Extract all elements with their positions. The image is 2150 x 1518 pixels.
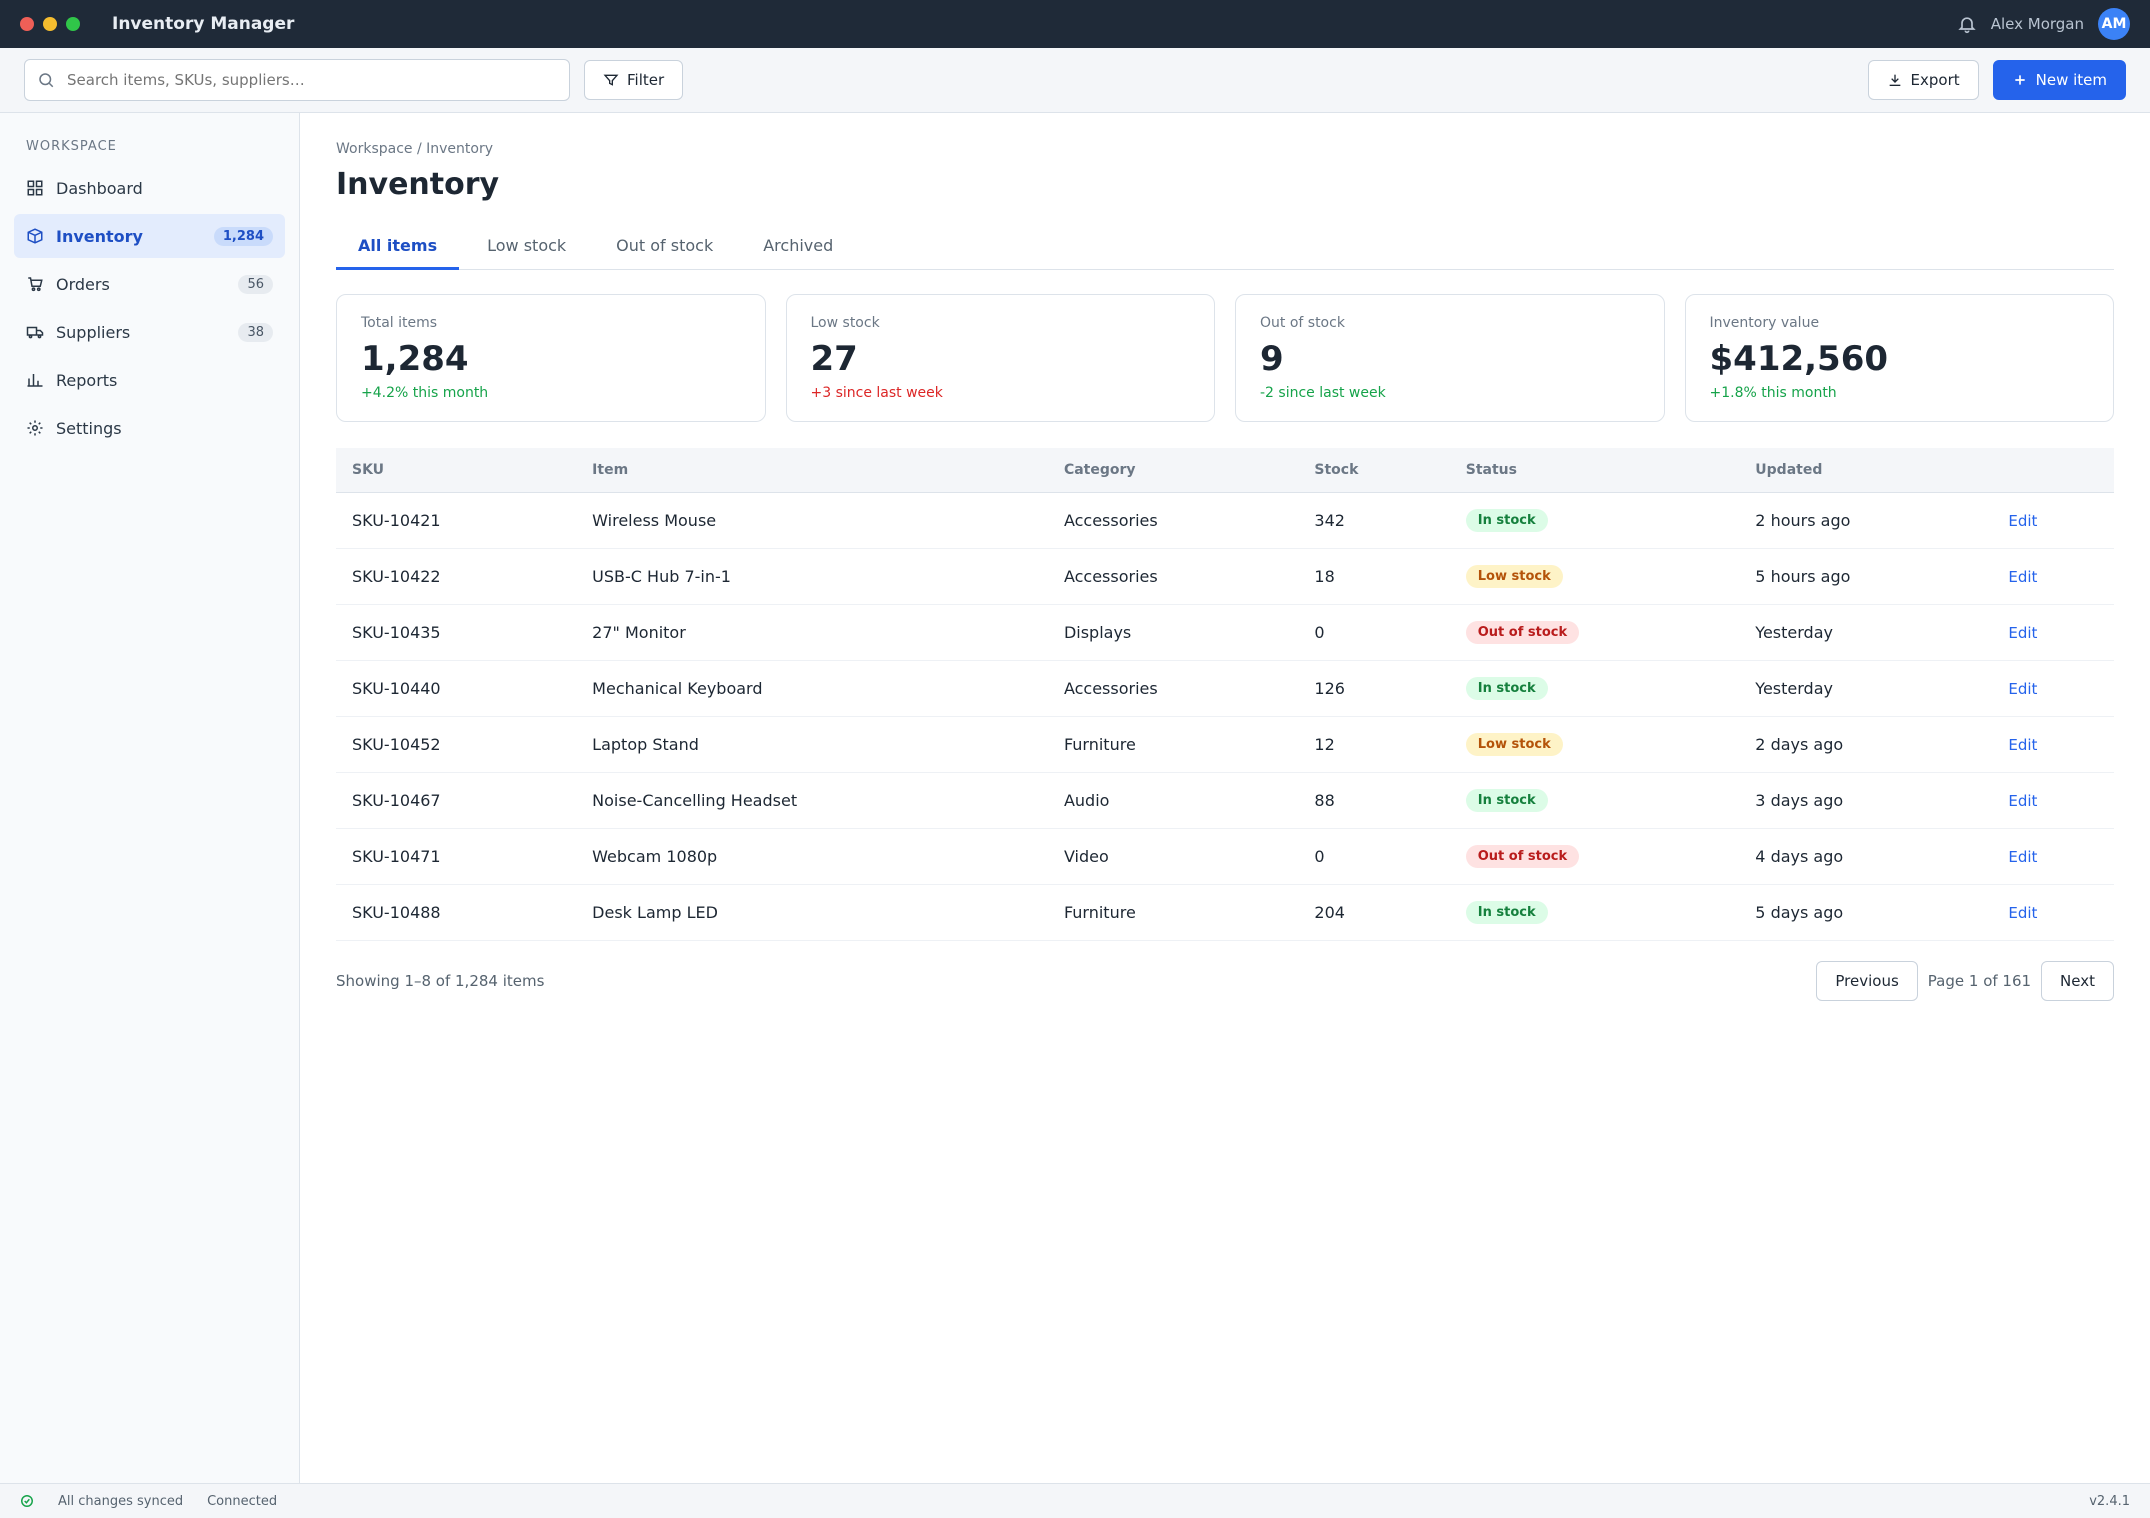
sidebar-item-label: Settings xyxy=(56,418,122,438)
search-input[interactable] xyxy=(65,70,557,90)
sidebar-item-label: Orders xyxy=(56,274,110,294)
pagination xyxy=(336,961,2114,1001)
edit-row-link[interactable]: Edit xyxy=(2008,568,2038,586)
filter-button-label: Filter xyxy=(627,71,665,89)
cell-sku: SKU-10452 xyxy=(336,717,576,773)
tab-low-stock[interactable]: Low stock xyxy=(487,236,567,255)
stat-delta: +3 since last week xyxy=(810,385,943,401)
status-bar xyxy=(0,1483,2150,1518)
search-icon xyxy=(37,71,55,89)
cell-stock: 126 xyxy=(1298,661,1449,717)
cell-sku: SKU-10421 xyxy=(336,493,576,549)
check-circle-icon xyxy=(20,1494,34,1508)
close-window-button[interactable] xyxy=(20,17,34,31)
cell-item: 27" Monitor xyxy=(576,605,1048,661)
stat-card-low-stock xyxy=(786,294,1216,422)
status-badge: In stock xyxy=(1466,677,1548,700)
cell-action xyxy=(1992,829,2114,885)
cell-stock: 0 xyxy=(1298,605,1449,661)
cell-updated: 5 hours ago xyxy=(1739,549,1992,605)
search-box xyxy=(24,59,570,101)
export-button[interactable] xyxy=(1868,60,1979,100)
cell-category: Displays xyxy=(1048,605,1298,661)
avatar[interactable]: AM xyxy=(2098,8,2130,40)
edit-row-link[interactable]: Edit xyxy=(2008,848,2038,866)
dashboard-icon xyxy=(26,179,44,197)
new-item-button-label: New item xyxy=(2035,71,2107,89)
download-icon xyxy=(1887,72,1903,88)
breadcrumb: Workspace / Inventory xyxy=(336,141,494,157)
sidebar-item-label: Dashboard xyxy=(56,178,143,198)
table-body xyxy=(336,493,2114,941)
table-row[interactable] xyxy=(336,717,2114,773)
status-badge: In stock xyxy=(1466,789,1548,812)
cell-status xyxy=(1450,717,1740,773)
export-button-label: Export xyxy=(1910,71,1960,89)
cell-stock: 204 xyxy=(1298,885,1449,941)
column-header[interactable]: Stock xyxy=(1298,448,1449,493)
table-row[interactable] xyxy=(336,493,2114,549)
edit-row-link[interactable]: Edit xyxy=(2008,792,2038,810)
edit-row-link[interactable]: Edit xyxy=(2008,904,2038,922)
column-header xyxy=(1992,448,2114,493)
stat-label: Total items xyxy=(361,315,438,331)
cell-category: Accessories xyxy=(1048,661,1298,717)
cart-icon xyxy=(26,275,44,293)
tab-bar xyxy=(336,224,2114,270)
cell-category: Furniture xyxy=(1048,717,1298,773)
cell-stock: 342 xyxy=(1298,493,1449,549)
sidebar-item-label: Reports xyxy=(56,370,118,390)
chart-icon xyxy=(26,371,44,389)
truck-icon xyxy=(26,323,44,341)
stat-value: 9 xyxy=(1260,339,1284,379)
content-panel xyxy=(300,113,2150,1483)
cell-category: Accessories xyxy=(1048,493,1298,549)
cell-stock: 12 xyxy=(1298,717,1449,773)
stat-value: $412,560 xyxy=(1709,339,1889,379)
sidebar-item-dashboard[interactable] xyxy=(14,166,285,210)
cell-updated: Yesterday xyxy=(1739,661,1992,717)
main-area xyxy=(0,113,2150,1483)
edit-row-link[interactable]: Edit xyxy=(2008,680,2038,698)
stat-card-total xyxy=(336,294,766,422)
cell-item: Wireless Mouse xyxy=(576,493,1048,549)
cell-action xyxy=(1992,549,2114,605)
status-badge: Low stock xyxy=(1466,565,1563,588)
cell-category: Video xyxy=(1048,829,1298,885)
sidebar-item-reports[interactable] xyxy=(14,358,285,402)
stat-label: Out of stock xyxy=(1260,315,1345,331)
cell-item: Laptop Stand xyxy=(576,717,1048,773)
stat-label: Low stock xyxy=(810,315,880,331)
next-page-button[interactable]: Next xyxy=(2041,961,2114,1001)
cell-updated: 3 days ago xyxy=(1739,773,1992,829)
table-row[interactable] xyxy=(336,605,2114,661)
cell-sku: SKU-10471 xyxy=(336,829,576,885)
cell-status xyxy=(1450,549,1740,605)
cell-stock: 88 xyxy=(1298,773,1449,829)
cell-category: Accessories xyxy=(1048,549,1298,605)
stat-label: Inventory value xyxy=(1709,315,1820,331)
cell-action xyxy=(1992,605,2114,661)
cell-action xyxy=(1992,493,2114,549)
stats-row xyxy=(336,294,2114,422)
filter-button[interactable] xyxy=(584,60,683,100)
edit-row-link[interactable]: Edit xyxy=(2008,624,2038,642)
sidebar-item-inventory[interactable] xyxy=(14,214,285,258)
stat-value: 27 xyxy=(810,339,858,379)
cell-action xyxy=(1992,717,2114,773)
cell-sku: SKU-10422 xyxy=(336,549,576,605)
cell-item: Desk Lamp LED xyxy=(576,885,1048,941)
sidebar-item-count: 56 xyxy=(238,275,273,294)
stat-delta: -2 since last week xyxy=(1260,385,1386,401)
cell-status xyxy=(1450,773,1740,829)
page-indicator: Page 1 of 161 xyxy=(1927,972,2032,990)
bell-icon[interactable] xyxy=(1957,14,1977,34)
tab-out-of-stock[interactable]: Out of stock xyxy=(616,236,714,255)
status-badge: Out of stock xyxy=(1466,845,1579,868)
cell-sku: SKU-10435 xyxy=(336,605,576,661)
edit-row-link[interactable]: Edit xyxy=(2008,512,2038,530)
table-row[interactable] xyxy=(336,885,2114,941)
cell-status xyxy=(1450,661,1740,717)
connection-status: Connected xyxy=(207,1493,278,1509)
column-header[interactable]: Updated xyxy=(1739,448,1992,493)
cell-action xyxy=(1992,661,2114,717)
column-header[interactable]: Category xyxy=(1048,448,1298,493)
column-header[interactable]: Item xyxy=(576,448,1048,493)
box-icon xyxy=(26,227,44,245)
cell-updated: 5 days ago xyxy=(1739,885,1992,941)
previous-page-button[interactable]: Previous xyxy=(1816,961,1917,1001)
cell-category: Furniture xyxy=(1048,885,1298,941)
cell-sku: SKU-10440 xyxy=(336,661,576,717)
table-row[interactable] xyxy=(336,773,2114,829)
title-bar xyxy=(0,0,2150,48)
app-version: v2.4.1 xyxy=(2089,1493,2130,1509)
sidebar-item-suppliers[interactable] xyxy=(14,310,285,354)
tab-archived[interactable]: Archived xyxy=(763,236,834,255)
cell-updated: 2 days ago xyxy=(1739,717,1992,773)
cell-updated: Yesterday xyxy=(1739,605,1992,661)
column-header[interactable]: Status xyxy=(1450,448,1740,493)
table-row[interactable] xyxy=(336,829,2114,885)
sidebar-item-label: Suppliers xyxy=(56,322,131,342)
status-badge: In stock xyxy=(1466,901,1548,924)
cell-category: Audio xyxy=(1048,773,1298,829)
sidebar xyxy=(0,113,300,1483)
cell-action xyxy=(1992,773,2114,829)
inventory-table xyxy=(336,448,2114,941)
user-name: Alex Morgan xyxy=(1990,15,2084,33)
cell-stock: 18 xyxy=(1298,549,1449,605)
sidebar-item-count: 38 xyxy=(238,323,273,342)
stat-delta: +4.2% this month xyxy=(361,385,489,401)
sidebar-item-orders[interactable] xyxy=(14,262,285,306)
cell-updated: 4 days ago xyxy=(1739,829,1992,885)
cell-stock: 0 xyxy=(1298,829,1449,885)
toolbar xyxy=(0,48,2150,113)
table-row[interactable] xyxy=(336,549,2114,605)
page-title: Inventory xyxy=(336,167,500,202)
cell-status xyxy=(1450,493,1740,549)
app-title: Inventory Manager xyxy=(112,14,295,34)
table-header-row xyxy=(336,448,2114,493)
new-item-button[interactable] xyxy=(1993,60,2126,100)
status-badge: In stock xyxy=(1466,509,1548,532)
pagination-summary: Showing 1–8 of 1,284 items xyxy=(336,972,545,990)
cell-sku: SKU-10488 xyxy=(336,885,576,941)
plus-icon xyxy=(2012,72,2028,88)
cell-updated: 2 hours ago xyxy=(1739,493,1992,549)
cell-status xyxy=(1450,605,1740,661)
cell-item: Mechanical Keyboard xyxy=(576,661,1048,717)
cell-action xyxy=(1992,885,2114,941)
cell-item: Noise-Cancelling Headset xyxy=(576,773,1048,829)
cell-sku: SKU-10467 xyxy=(336,773,576,829)
column-header[interactable]: SKU xyxy=(336,448,576,493)
table-row[interactable] xyxy=(336,661,2114,717)
sidebar-item-settings[interactable] xyxy=(14,406,285,450)
cell-status xyxy=(1450,885,1740,941)
sidebar-item-count: 1,284 xyxy=(214,227,273,246)
maximize-window-button[interactable] xyxy=(66,17,80,31)
stat-card-out-of-stock xyxy=(1235,294,1665,422)
sync-status: All changes synced xyxy=(58,1493,184,1509)
tab-all-items[interactable]: All items xyxy=(336,224,459,270)
gear-icon xyxy=(26,419,44,437)
cell-status xyxy=(1450,829,1740,885)
cell-item: USB-C Hub 7-in-1 xyxy=(576,549,1048,605)
minimize-window-button[interactable] xyxy=(43,17,57,31)
edit-row-link[interactable]: Edit xyxy=(2008,736,2038,754)
sidebar-heading: WORKSPACE xyxy=(26,139,117,154)
sidebar-item-label: Inventory xyxy=(56,226,143,246)
status-badge: Low stock xyxy=(1466,733,1563,756)
cell-item: Webcam 1080p xyxy=(576,829,1048,885)
stat-value: 1,284 xyxy=(361,339,469,379)
filter-icon xyxy=(603,72,619,88)
stat-delta: +1.8% this month xyxy=(1709,385,1837,401)
stat-card-value xyxy=(1685,294,2115,422)
status-badge: Out of stock xyxy=(1466,621,1579,644)
window-controls xyxy=(20,17,80,31)
